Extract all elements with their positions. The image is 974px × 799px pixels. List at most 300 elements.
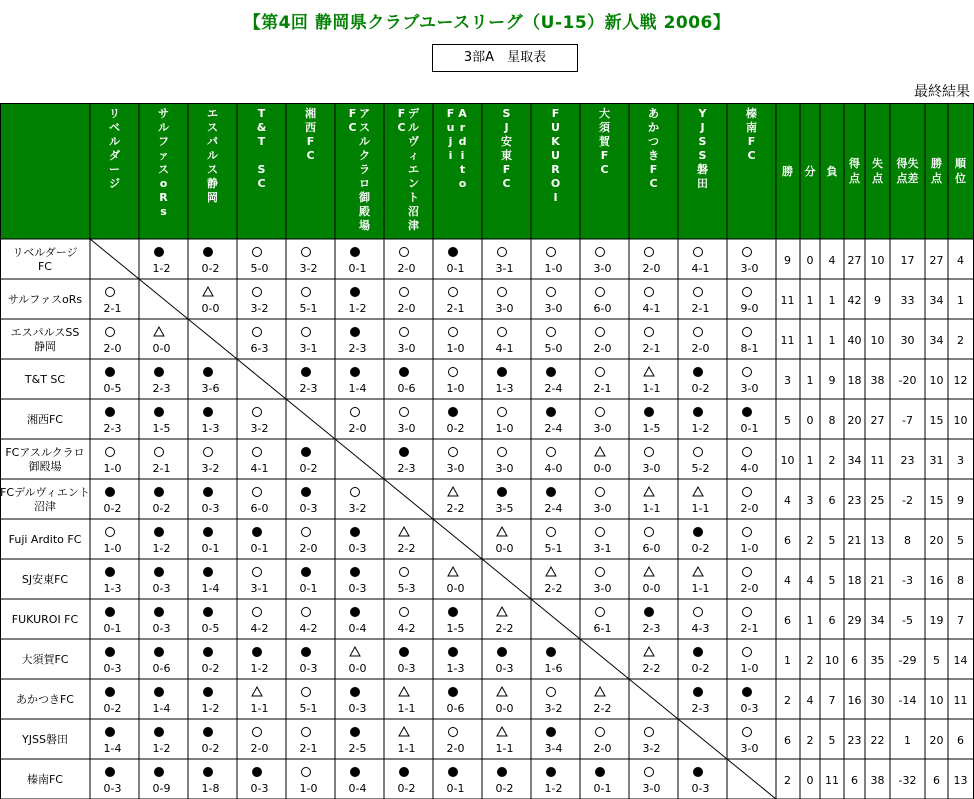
match-cell [349,327,367,355]
match-score: 1-1 [250,702,269,715]
win-mark [743,328,752,337]
win-mark [302,688,311,697]
col-header-char: 南 [746,121,757,134]
match-score: 2-1 [642,342,661,355]
match-score: 6-3 [250,342,269,355]
match-score: 0-3 [152,622,171,635]
win-mark [106,448,115,457]
match-cell [447,407,465,435]
match-score: 5-2 [691,462,710,475]
match-cell [643,288,661,316]
match-score: 0-3 [201,502,220,515]
match-score: 0-0 [593,462,612,475]
table-row [21,647,967,675]
stat-value: 4 [784,574,791,587]
col-header-char: ル [359,135,370,148]
stat-value: -3 [902,574,913,587]
match-score: 3-0 [642,462,661,475]
match-cell [496,288,514,316]
match-score: 0-3 [348,542,367,555]
match-score: 1-1 [642,382,661,395]
loss-mark [203,247,213,257]
loss-mark [497,367,507,377]
match-score: 3-6 [201,382,220,395]
loss-mark [693,527,703,537]
match-cell [153,448,171,476]
loss-mark [203,367,213,377]
match-score: 1-0 [103,542,122,555]
loss-mark [595,767,605,777]
match-cell [398,447,416,475]
col-header-char: ァ [158,149,169,162]
match-cell [447,328,465,356]
loss-mark [644,407,654,417]
match-score: 3-0 [740,262,759,275]
match-score: 1-1 [691,502,710,515]
stat-value: 6 [957,734,964,747]
col-header-char: C [502,177,511,190]
match-score: 0-0 [495,542,514,555]
match-cell [202,687,220,715]
win-mark [694,608,703,617]
win-mark [498,328,507,337]
win-mark [302,608,311,617]
match-cell [692,367,710,395]
col-header-char: U [551,149,560,162]
match-cell [300,447,318,475]
match-cell [104,727,122,755]
match-score: 2-0 [250,742,269,755]
col-header-char: ル [109,135,120,148]
match-score: 0-6 [152,662,171,675]
stat-value: 3 [806,494,814,507]
win-mark [743,488,752,497]
loss-mark [105,367,115,377]
col-header-char: S [257,163,266,176]
match-score: 1-2 [201,702,220,715]
loss-mark [154,367,164,377]
stat-value: 33 [900,294,915,307]
match-cell [496,248,514,276]
match-cell [202,767,220,795]
col-header-char: S [502,107,511,120]
loss-mark [203,607,213,617]
match-cell [251,568,269,596]
match-score: 0-2 [691,382,710,395]
col-header-char: i [460,149,465,162]
match-score: 1-0 [103,462,122,475]
draw-mark [693,567,703,576]
match-cell [349,687,367,715]
col-header-char: F [306,135,315,148]
match-cell [300,528,318,556]
match-cell [594,288,612,316]
match-score: 3-5 [495,502,514,515]
win-mark [743,248,752,257]
match-cell [545,288,563,316]
match-cell [643,528,661,556]
match-cell [349,527,367,555]
match-cell [447,567,465,595]
win-mark [743,648,752,657]
match-score: 0-3 [103,782,122,795]
loss-mark [399,767,409,777]
stat-value: 6 [933,774,940,787]
table-row [21,727,964,755]
match-score: 1-3 [201,422,220,435]
match-score: 2-2 [397,542,416,555]
stat-value: 18 [847,574,862,587]
match-score: 3-0 [593,582,612,595]
col-header-char: K [551,135,560,148]
col-header-char: き [648,149,659,162]
col-header-team [501,107,512,190]
win-mark [547,288,556,297]
match-cell [447,288,465,316]
loss-mark [154,727,164,737]
match-score: 1-3 [495,382,514,395]
match-cell [104,367,122,395]
win-mark [449,368,458,377]
stat-value: 21 [870,574,885,587]
stat-value: 1 [904,734,911,747]
match-cell [594,767,612,795]
match-cell [104,448,122,476]
win-mark [449,328,458,337]
stat-value: 4 [806,694,814,707]
match-cell [594,447,612,475]
stat-header-text: 順 [955,157,966,170]
col-header-char: C [747,149,756,162]
match-cell [104,528,122,556]
stat-value: 10 [825,654,839,667]
match-score: 1-1 [397,742,416,755]
stat-value: -2 [902,494,913,507]
loss-mark [448,687,458,697]
match-score: 1-0 [299,782,318,795]
win-mark [596,568,605,577]
stat-value: 18 [847,374,862,387]
loss-mark [742,687,752,697]
loss-mark [350,727,360,737]
match-cell [153,407,171,435]
match-cell [251,408,269,436]
draw-mark [399,727,409,736]
stat-value: 22 [870,734,885,747]
match-cell [692,567,710,595]
col-header-char: エ [207,107,218,120]
stat-value: 2 [784,694,791,707]
col-header-char: u [446,121,455,134]
match-score: 1-0 [740,662,759,675]
stat-value: 27 [929,254,944,267]
match-cell [153,367,171,395]
col-header-char: Y [698,107,707,120]
match-score: 2-1 [152,462,171,475]
match-score: 3-0 [495,302,514,315]
match-score: 3-0 [593,422,612,435]
match-score: 3-2 [348,502,367,515]
match-score: 0-0 [642,582,661,595]
col-header-char: 磐 [697,163,708,176]
col-header-team [207,107,219,204]
match-score: 0-1 [446,262,465,275]
col-header-char: F [446,107,455,120]
match-score: 2-3 [397,462,416,475]
stat-value: 13 [953,774,968,787]
match-score: 5-1 [299,702,318,715]
match-cell [251,288,269,316]
match-cell [643,407,661,435]
stat-value: 16 [847,694,862,707]
match-cell [496,687,514,715]
col-header-char: 殿 [359,205,370,218]
loss-mark [350,767,360,777]
loss-mark [399,447,409,457]
row-header-team: T&T SC [24,373,66,386]
match-score: 0-1 [740,422,759,435]
col-header-char: 大 [599,107,610,120]
diagonal-slash [90,239,139,279]
match-cell [447,687,465,715]
stat-value: 10 [929,374,944,387]
stat-value: 30 [870,694,885,707]
row-header-team: 榛南FC [26,773,64,786]
diagonal-slash [335,439,384,479]
win-mark [645,248,654,257]
draw-mark [203,287,213,296]
match-cell [104,647,122,675]
match-score: 1-1 [642,502,661,515]
match-cell [594,368,612,396]
col-header-char: 静 [207,177,218,190]
col-header-char: ス [158,163,169,176]
match-cell [202,247,220,275]
stat-header [782,164,793,178]
table-row [9,527,964,555]
match-cell [398,248,416,276]
loss-mark [301,487,311,497]
stat-header-text: 点 [849,172,860,185]
win-mark [253,408,262,417]
diagonal-slash [531,599,580,639]
stat-value: 29 [847,614,862,627]
diagonal-slash [629,679,678,719]
match-cell [496,448,514,476]
match-score: 0-6 [446,702,465,715]
stat-value: 0 [806,254,814,267]
match-cell [251,448,269,476]
match-cell [643,487,661,515]
match-score: 1-4 [201,582,220,595]
stat-value: 15 [929,494,944,507]
table-row [27,407,968,435]
stat-value: 4 [784,494,791,507]
stat-value: 13 [870,534,885,547]
col-header-char: デ [408,107,419,120]
match-score: 0-4 [348,622,367,635]
loss-mark [399,367,409,377]
stat-value: 6 [828,494,836,507]
match-score: 2-0 [299,542,318,555]
loss-mark [154,687,164,697]
match-score: 2-1 [691,302,710,315]
match-cell [496,647,514,675]
match-cell [447,647,465,675]
stat-header-text: 位 [955,172,966,185]
match-cell [202,567,220,595]
win-mark [694,248,703,257]
win-mark [253,248,262,257]
win-mark [302,328,311,337]
match-cell [545,487,563,515]
col-header-char: つ [648,135,659,148]
diagonal-slash [727,759,776,799]
match-cell [202,287,220,315]
stat-value: 1 [828,334,836,347]
match-score: 2-0 [740,582,759,595]
stat-value: 17 [900,254,915,267]
match-cell [202,607,220,635]
match-score: 2-3 [642,622,661,635]
match-score: 5-0 [250,262,269,275]
match-score: 0-2 [397,782,416,795]
win-mark [106,328,115,337]
stat-value: 21 [847,534,862,547]
loss-mark [105,567,115,577]
match-score: 3-2 [201,462,220,475]
stat-value: 23 [900,454,915,467]
stat-value: 6 [851,654,858,667]
match-score: 1-5 [152,422,171,435]
stat-value: 4 [806,574,814,587]
match-cell [594,608,612,636]
col-header-char: ダ [109,149,120,162]
row-header-team: SJ安東FC [21,573,69,586]
stat-value: 9 [957,494,964,507]
col-header-char: C [306,149,315,162]
draw-mark [497,727,507,736]
loss-mark [154,567,164,577]
row-header-team: あかつきFC [15,693,75,706]
match-score: 0-2 [495,782,514,795]
stat-value: 7 [957,614,964,627]
stat-value: 1 [806,334,814,347]
match-score: 1-0 [495,422,514,435]
match-score: 1-8 [201,782,220,795]
col-header-char: パ [207,135,218,148]
match-cell [741,687,759,715]
col-header-char: か [648,121,659,134]
match-score: 0-2 [691,662,710,675]
win-mark [498,288,507,297]
col-header-char: T [257,135,266,148]
stat-value: 5 [933,654,940,667]
match-score: 2-2 [642,662,661,675]
win-mark [596,488,605,497]
loss-mark [154,487,164,497]
col-header-char: J [700,121,705,134]
match-cell [545,647,563,675]
win-mark [106,288,115,297]
win-mark [155,448,164,457]
match-score: 2-1 [593,382,612,395]
match-cell [300,647,318,675]
stat-value: 11 [825,774,839,787]
stat-value: 1 [806,614,814,627]
win-mark [645,328,654,337]
col-header-char: サ [158,107,169,120]
stat-value: 5 [828,734,836,747]
match-cell [594,488,612,516]
draw-mark [350,647,360,656]
match-cell [643,567,661,595]
match-score: 0-3 [691,782,710,795]
col-header-char: ジ [109,177,120,190]
match-cell [251,248,269,276]
match-cell [447,368,465,396]
loss-mark [350,607,360,617]
match-score: 1-1 [397,702,416,715]
stat-value: 16 [929,574,944,587]
match-score: 3-2 [544,702,563,715]
stat-value: 34 [847,454,862,467]
match-cell [202,407,220,435]
match-score: 2-0 [642,262,661,275]
loss-mark [203,727,213,737]
win-mark [302,528,311,537]
match-score: 1-0 [544,262,563,275]
match-score: 5-0 [544,342,563,355]
stat-value: 8 [904,534,911,547]
stat-value: 10 [870,334,885,347]
stat-value: 1 [957,294,964,307]
match-score: 2-4 [544,502,563,515]
match-score: 1-0 [446,382,465,395]
col-header-char: ン [408,177,419,190]
match-score: 2-3 [691,702,710,715]
match-score: 2-3 [103,422,122,435]
loss-mark [203,647,213,657]
stat-value: 10 [870,254,885,267]
win-mark [596,408,605,417]
win-mark [400,328,409,337]
match-cell [153,727,171,755]
stat-value: -32 [898,774,917,787]
match-cell [202,367,220,395]
match-cell [496,767,514,795]
col-header-char: エ [408,163,419,176]
match-cell [447,247,465,275]
col-header-char: ス [207,163,218,176]
row-header-team: エスパルスSS [10,326,80,339]
diagonal-slash [678,719,727,759]
match-cell [300,608,318,636]
stat-value: 42 [847,294,862,307]
draw-mark [497,527,507,536]
row-header-team: 湘西FC [26,413,64,426]
col-header-char: J [504,121,509,134]
win-mark [302,728,311,737]
row-header-team: リベルダージ [12,246,78,259]
match-score: 1-2 [250,662,269,675]
match-cell [447,487,465,515]
match-cell [349,488,367,516]
match-score: 3-0 [397,422,416,435]
match-score: 0-1 [348,262,367,275]
col-header-char: s [160,205,167,218]
match-score: 3-0 [740,382,759,395]
